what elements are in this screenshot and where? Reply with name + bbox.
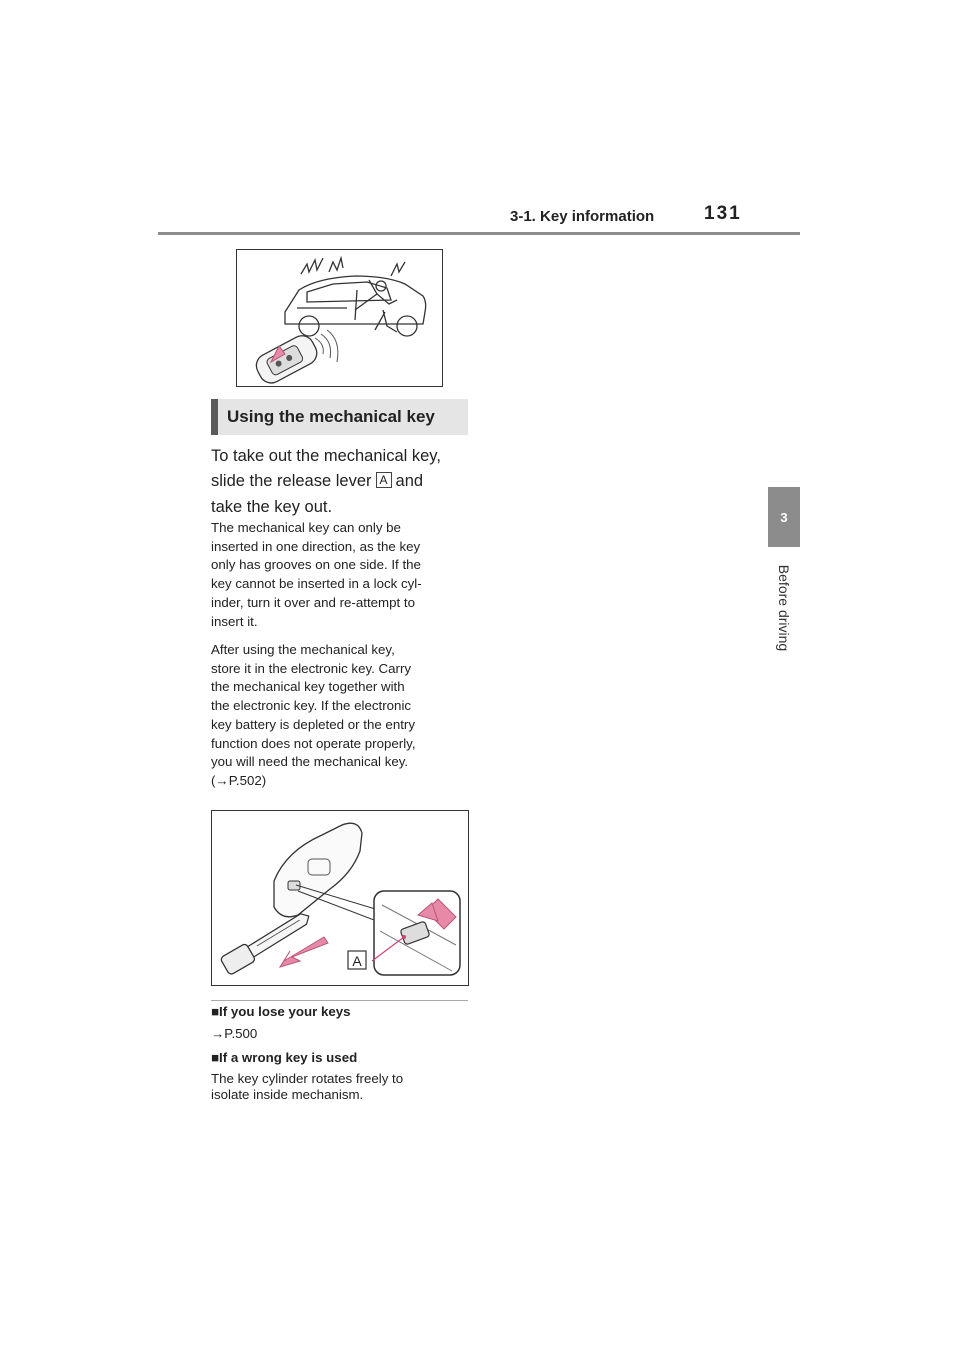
lose-keys-heading: ■If you lose your keys — [211, 1004, 351, 1019]
paragraph-line: The key cylinder rotates freely to — [211, 1071, 404, 1086]
lead-line-2-text: slide the release lever — [211, 472, 372, 490]
chapter-number-tab: 3 — [768, 487, 800, 547]
lead-line-2-and: and — [395, 472, 424, 490]
mechanical-key-drawing — [212, 811, 468, 985]
page-reference-link[interactable]: (→P.502) — [211, 772, 267, 788]
lead-line-1: To take out the mechanical key, — [211, 447, 441, 465]
car-alarm-drawing — [237, 250, 442, 386]
paragraph-line: key battery is depleted or the entry — [211, 716, 415, 732]
paragraph-line: only has grooves on one side. If the — [211, 557, 421, 573]
page-number: 131 — [704, 203, 742, 224]
paragraph-line: inserted in one direction, as the key — [211, 538, 421, 554]
paragraph-line: The mechanical key can only be — [211, 520, 401, 535]
header-section-title: 3-1. Key information — [510, 208, 655, 225]
paragraph-line: inder, turn it over and re-attempt to — [211, 594, 415, 610]
chapter-label: Before driving — [776, 564, 792, 652]
paragraph-grooves — [211, 519, 471, 631]
section-heading: Using the mechanical key — [211, 399, 468, 435]
wrong-key-heading: ■If a wrong key is used — [211, 1050, 358, 1065]
wrong-key-text — [211, 1071, 471, 1103]
header-rule — [158, 232, 800, 235]
paragraph-line: you will need the mechanical key. — [211, 754, 409, 770]
lead-line-3: take the key out. — [211, 498, 333, 516]
paragraph-line: the electronic key. If the electronic — [211, 698, 412, 714]
release-lever-label: A — [376, 472, 392, 488]
paragraph-storage — [211, 641, 471, 791]
paragraph-line: function does not operate properly, — [211, 735, 416, 751]
paragraph-line: After using the mechanical key, — [211, 642, 395, 657]
mechanical-key-illustration — [211, 810, 469, 986]
figure-label-a: A — [352, 953, 362, 969]
lead-line-2 — [211, 471, 471, 491]
alarm-illustration — [236, 249, 443, 387]
section-divider — [211, 1000, 468, 1001]
lose-keys-reference-link[interactable]: →P.500 — [211, 1026, 258, 1041]
paragraph-line: key cannot be inserted in a lock cyl- — [211, 576, 422, 592]
paragraph-line: isolate inside mechanism. — [211, 1087, 364, 1102]
paragraph-line: insert it. — [211, 613, 258, 629]
paragraph-line: store it in the electronic key. Carry — [211, 660, 412, 676]
paragraph-line: the mechanical key together with — [211, 679, 405, 695]
